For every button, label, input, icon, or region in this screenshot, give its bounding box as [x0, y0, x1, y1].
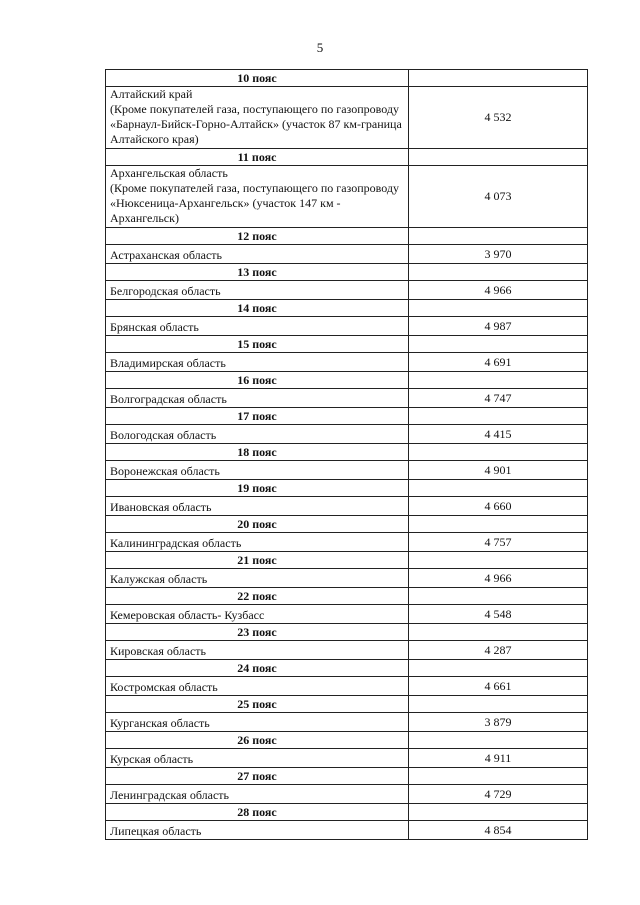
zone-label: 25 пояс — [106, 696, 409, 713]
gas-price-value: 4 987 — [409, 317, 588, 336]
region-row — [106, 749, 588, 768]
zone-label: 11 пояс — [106, 149, 409, 166]
gas-price-value: 4 548 — [409, 605, 588, 624]
zone-header-row — [106, 480, 588, 497]
zone-empty-cell — [409, 732, 588, 749]
region-name: Курская область — [106, 749, 409, 768]
zone-label: 26 пояс — [106, 732, 409, 749]
region-name: Вологодская область — [106, 425, 409, 444]
gas-price-value: 4 661 — [409, 677, 588, 696]
region-name: Калужская область — [106, 569, 409, 588]
region-row — [106, 245, 588, 264]
zone-header-row — [106, 588, 588, 605]
region-row — [106, 389, 588, 408]
zone-empty-cell — [409, 372, 588, 389]
zone-empty-cell — [409, 660, 588, 677]
gas-price-value: 4 854 — [409, 821, 588, 840]
region-name: Ивановская область — [106, 497, 409, 516]
region-row — [106, 87, 588, 149]
region-name: Курганская область — [106, 713, 409, 732]
region-row — [106, 281, 588, 300]
gas-price-value: 3 879 — [409, 713, 588, 732]
page-number: 5 — [316, 40, 324, 55]
zone-header-row — [106, 444, 588, 461]
gas-price-value: 4 729 — [409, 785, 588, 804]
region-row — [106, 677, 588, 696]
region-row — [106, 713, 588, 732]
gas-price-value: 4 747 — [409, 389, 588, 408]
gas-price-value: 4 532 — [409, 87, 588, 149]
region-row — [106, 317, 588, 336]
zone-label: 20 пояс — [106, 516, 409, 533]
zone-label: 18 пояс — [106, 444, 409, 461]
zone-empty-cell — [409, 264, 588, 281]
zone-header-row — [106, 149, 588, 166]
zone-header-row — [106, 336, 588, 353]
region-name: Ленинградская область — [106, 785, 409, 804]
zone-header-row — [106, 70, 588, 87]
gas-price-value: 4 415 — [409, 425, 588, 444]
zone-empty-cell — [409, 804, 588, 821]
zone-label: 23 пояс — [106, 624, 409, 641]
region-name: Брянская область — [106, 317, 409, 336]
zone-header-row — [106, 804, 588, 821]
region-name: Калининградская область — [106, 533, 409, 552]
gas-price-value: 4 966 — [409, 281, 588, 300]
zone-empty-cell — [409, 768, 588, 785]
zone-empty-cell — [409, 70, 588, 87]
gas-price-value: 4 911 — [409, 749, 588, 768]
gas-price-value: 3 970 — [409, 245, 588, 264]
gas-price-table — [105, 69, 588, 840]
zone-empty-cell — [409, 696, 588, 713]
zone-label: 24 пояс — [106, 660, 409, 677]
zone-header-row — [106, 516, 588, 533]
region-row — [106, 461, 588, 480]
zone-empty-cell — [409, 516, 588, 533]
zone-label: 13 пояс — [106, 264, 409, 281]
gas-price-value: 4 757 — [409, 533, 588, 552]
zone-header-row — [106, 624, 588, 641]
region-name: Воронежская область — [106, 461, 409, 480]
region-row — [106, 353, 588, 372]
zone-label: 16 пояс — [106, 372, 409, 389]
region-row — [106, 569, 588, 588]
zone-label: 21 пояс — [106, 552, 409, 569]
zone-empty-cell — [409, 300, 588, 317]
region-name: Волгоградская область — [106, 389, 409, 408]
region-row — [106, 497, 588, 516]
zone-empty-cell — [409, 480, 588, 497]
zone-header-row — [106, 372, 588, 389]
zone-empty-cell — [409, 588, 588, 605]
zone-label: 17 пояс — [106, 408, 409, 425]
region-name: Белгородская область — [106, 281, 409, 300]
zone-header-row — [106, 552, 588, 569]
region-row — [106, 166, 588, 228]
zone-label: 27 пояс — [106, 768, 409, 785]
zone-label: 28 пояс — [106, 804, 409, 821]
zone-empty-cell — [409, 149, 588, 166]
zone-label: 14 пояс — [106, 300, 409, 317]
zone-header-row — [106, 300, 588, 317]
gas-price-value: 4 901 — [409, 461, 588, 480]
region-row — [106, 641, 588, 660]
zone-empty-cell — [409, 552, 588, 569]
region-name: Владимирская область — [106, 353, 409, 372]
zone-header-row — [106, 660, 588, 677]
region-name: Кемеровская область- Кузбасс — [106, 605, 409, 624]
region-row — [106, 785, 588, 804]
region-row — [106, 533, 588, 552]
gas-price-value: 4 073 — [409, 166, 588, 228]
region-row — [106, 821, 588, 840]
zone-header-row — [106, 696, 588, 713]
zone-empty-cell — [409, 624, 588, 641]
zone-label: 22 пояс — [106, 588, 409, 605]
region-name: Липецкая область — [106, 821, 409, 840]
region-name: Астраханская область — [106, 245, 409, 264]
zone-label: 15 пояс — [106, 336, 409, 353]
zone-empty-cell — [409, 336, 588, 353]
region-row — [106, 425, 588, 444]
region-name: Алтайский край (Кроме покупателей газа, поступающего по газопроводу «Барнаул-Бийск-Горно-Алтайск» (участок 87 км-граница Алтайского края) — [106, 87, 409, 149]
zone-header-row — [106, 408, 588, 425]
zone-empty-cell — [409, 408, 588, 425]
zone-label: 19 пояс — [106, 480, 409, 497]
zone-label: 10 пояс — [106, 70, 409, 87]
zone-empty-cell — [409, 228, 588, 245]
region-name: Архангельская область (Кроме покупателей газа, поступающего по газопроводу «Нюксеница-Архангельск» (участок 147 км - Архангельск) — [106, 166, 409, 228]
zone-header-row — [106, 228, 588, 245]
gas-price-value: 4 660 — [409, 497, 588, 516]
gas-price-value: 4 691 — [409, 353, 588, 372]
zone-header-row — [106, 264, 588, 281]
region-row — [106, 605, 588, 624]
gas-price-value: 4 966 — [409, 569, 588, 588]
gas-price-value: 4 287 — [409, 641, 588, 660]
zone-label: 12 пояс — [106, 228, 409, 245]
zone-header-row — [106, 732, 588, 749]
region-name: Костромская область — [106, 677, 409, 696]
zone-empty-cell — [409, 444, 588, 461]
gas-price-table-body — [106, 70, 588, 840]
region-name: Кировская область — [106, 641, 409, 660]
zone-header-row — [106, 768, 588, 785]
